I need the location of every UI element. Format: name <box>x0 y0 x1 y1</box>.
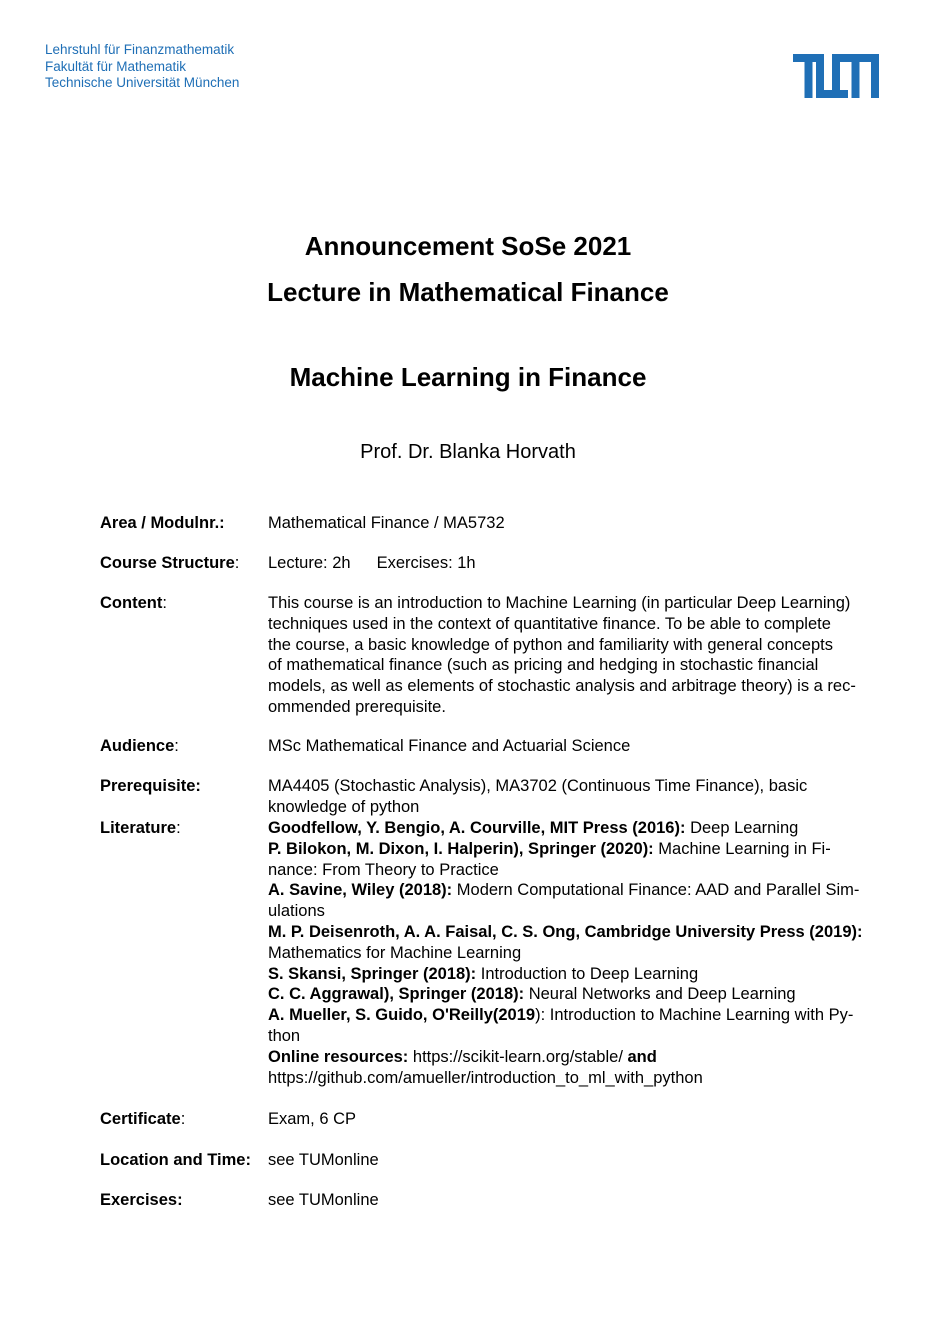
literature-entry: nance: From Theory to Practice <box>268 860 499 879</box>
announcement-title: Announcement SoSe 2021 <box>304 231 632 261</box>
tum-logo-shapes <box>793 54 879 98</box>
professor-name: Prof. Dr. Blanka Horvath <box>360 441 576 463</box>
certificate-colon: : <box>180 1110 186 1128</box>
literature-entry: M. P. Deisenroth, A. A. Faisal, C. S. Ong, Cambridge University Press (2019): <box>268 922 863 941</box>
audience-colon: : <box>174 737 179 755</box>
course-title: Machine Learning in Finance <box>289 362 647 392</box>
audience-label: Audience <box>100 737 175 755</box>
literature-colon: : <box>176 819 181 837</box>
content-colon: : <box>162 594 167 612</box>
university-name: Technische Universität München <box>45 75 240 90</box>
literature-entry: thon <box>268 1026 301 1045</box>
content-line: ommended prerequisite. <box>268 697 446 716</box>
exercise-hours: Exercises: 1h <box>376 554 476 572</box>
exercises-label: Exercises: <box>100 1191 183 1209</box>
literature-entry <box>268 1068 893 1089</box>
literature-entry: A. Savine, Wiley (2018): Modern Computational Finance: AAD and Parallel Sim- <box>268 881 860 900</box>
content-label: Content <box>100 594 163 612</box>
structure-label-wrap <box>100 553 239 574</box>
content-text <box>268 593 893 718</box>
content-line: This course is an introduction to Machine Learning (in particular Deep Learning) <box>268 594 851 612</box>
literature-entry: Goodfellow, Y. Bengio, A. Courville, MIT Press (2016): Deep Learning <box>268 819 799 837</box>
faculty-name: Fakultät für Mathematik <box>45 58 187 74</box>
content-line: models, as well as elements of stochastic analysis and arbitrage theory) is a rec- <box>268 677 856 696</box>
content-line: of mathematical finance (such as pricing and hedging in stochastic financial <box>268 656 819 675</box>
exercises-value: see TUMonline <box>268 1191 379 1209</box>
scikit-learn-link[interactable]: https://scikit-learn.org/stable/ <box>408 1047 628 1066</box>
literature-list <box>268 818 893 1088</box>
area-value: Mathematical Finance / MA5732 <box>268 514 505 532</box>
literature-entry: S. Skansi, Springer (2018): Introduction to Deep Learning <box>268 964 699 983</box>
location-value: see TUMonline <box>268 1151 379 1169</box>
structure-colon: : <box>234 554 240 572</box>
location-label: Location and Time: <box>100 1151 251 1169</box>
literature-label: Literature <box>100 819 177 837</box>
lecture-hours: Lecture: 2h <box>268 554 351 572</box>
certificate-value: Exam, 6 CP <box>268 1110 357 1128</box>
online-resources: Online resources: https://scikit-learn.org/stable/ and <box>268 1047 657 1066</box>
certificate-label: Certificate <box>100 1110 181 1128</box>
literature-entry: Mathematics for Machine Learning <box>268 943 522 962</box>
audience-label-wrap <box>100 736 179 757</box>
literature-entry: P. Bilokon, M. Dixon, I. Halperin), Springer (2020): Machine Learning in Fi- <box>268 839 831 858</box>
lecture-title: Lecture in Mathematical Finance <box>267 277 669 307</box>
content-line: the course, a basic knowledge of python and familiarity with general concepts <box>268 635 833 654</box>
certificate-label-wrap <box>100 1109 185 1130</box>
area-label: Area / Modulnr.: <box>100 514 225 532</box>
prerequisite-label: Prerequisite: <box>100 777 201 795</box>
prerequisite-line: knowledge of python <box>268 797 420 816</box>
literature-label-wrap <box>100 818 181 839</box>
audience-value: MSc Mathematical Finance and Actuarial Science <box>268 737 631 755</box>
github-link[interactable]: https://github.com/amueller/introduction_to_ml_with_python <box>268 1068 703 1087</box>
chair-address <box>45 42 239 92</box>
literature-entry: ulations <box>268 902 325 921</box>
structure-value <box>268 553 893 574</box>
prerequisite-value <box>268 776 893 818</box>
structure-label: Course Structure <box>100 554 235 572</box>
content-line: techniques used in the context of quantitative finance. To be able to complete <box>268 614 831 633</box>
literature-entry: A. Mueller, S. Guido, O'Reilly(2019): Introduction to Machine Learning with Py- <box>268 1006 854 1025</box>
chair-name: Lehrstuhl für Finanzmathematik <box>45 42 235 57</box>
prerequisite-line: MA4405 (Stochastic Analysis), MA3702 (Continuous Time Finance), basic <box>268 777 808 795</box>
literature-entry: C. C. Aggrawal), Springer (2018): Neural Networks and Deep Learning <box>268 985 796 1004</box>
content-label-wrap <box>100 593 167 614</box>
tum-logo <box>793 54 879 98</box>
